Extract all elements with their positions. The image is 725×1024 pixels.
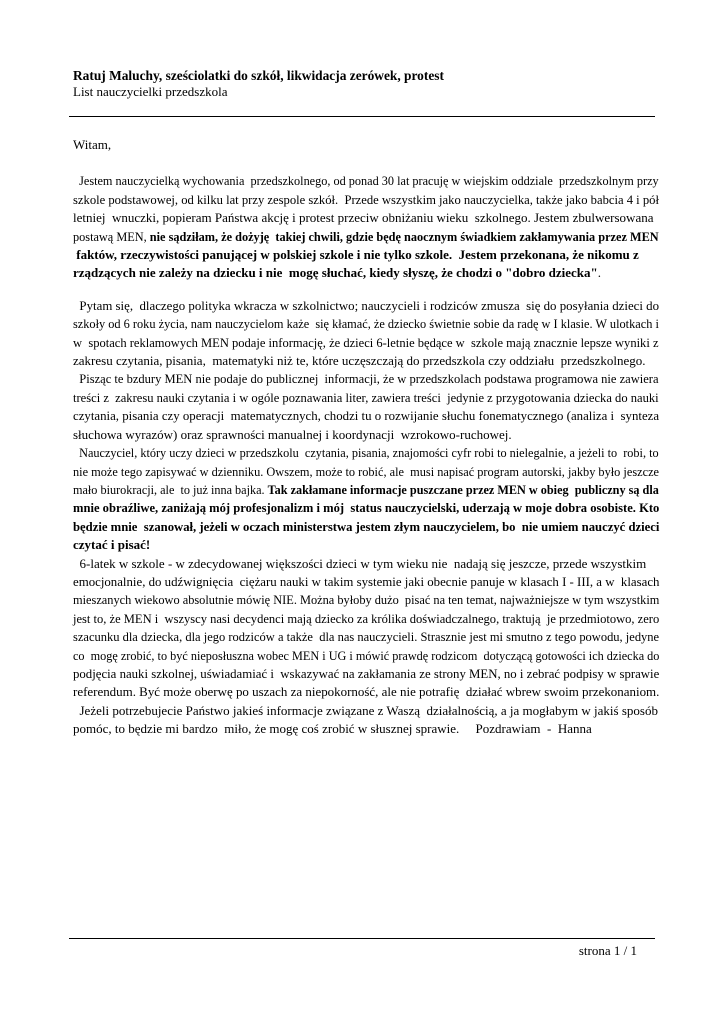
paragraph-line: czytania, pisania czy operacji matematycznych, chodzi tu o rozwijanie słuchu fonematycznego (analiza i synteza — [73, 408, 660, 424]
paragraph-2 — [73, 297, 659, 371]
paragraph-line — [73, 228, 659, 246]
paragraph-line: Nauczyciel, który uczy dzieci w przedszkolu czytania, pisania, znajomości cyfr robi to nielegalnie, a jeżeli to robi, to — [73, 445, 659, 461]
paragraph-line: będzie mnie szanował, jeżeli w oczach ministerstwa jestem złym nauczycielem, bo nie umiem nauczyć dzieci — [73, 518, 660, 534]
paragraph-line: szkole podstawowej, od kilku lat przy zespole szkół. Przede wszystkim jako nauczycielka, także jako babcia 4 i pół — [73, 191, 659, 207]
letter-greeting: Witam, — [73, 137, 112, 152]
header-divider — [69, 116, 655, 117]
paragraph-line: szkoły od 6 roku życia, nam nauczycielom każe się kłamać, że dziecko świetnie sobie da radę w I klasie. W ulotkach i — [73, 316, 659, 332]
paragraph-line: Jeżeli potrzebujecie Państwo jakieś informacje związane z Waszą działalnością, a ja mogłabym w jakiś sposób — [73, 702, 658, 718]
paragraph-line: Pytam się, dlaczego polityka wkracza w szkolnictwo; nauczycieli i rodziców zmusza się do posyłania dzieci do — [73, 297, 660, 313]
paragraph-line: pomóc, to będzie mi bardzo miło, że mogę coś zrobić w słusznej sprawie. Pozdrawiam - Hanna — [73, 721, 592, 737]
paragraph-line: w spotach reklamowych MEN podaje informację, że dzieci 6-letnie będące w szkole mają znacznie lepsze wyniki z — [73, 334, 659, 350]
document-title: Ratuj Maluchy, sześciolatki do szkół, likwidacja zerówek, protest — [73, 68, 444, 83]
paragraph-line: mnie obraźliwe, zaniżają mój profesjonalizm i mój status nauczycielski, uderzają w moje dobra osobiste. Kto — [73, 500, 660, 516]
text-run: mało biurokracji, ale to już inna bajka. — [73, 481, 268, 497]
paragraph-5 — [73, 555, 659, 702]
paragraph-line: czytać i pisać! — [73, 537, 151, 553]
paragraph-line: zakresu czytania, pisania, matematyki niż te, które uczęszczają do przedszkola czy oddziału przedszkolnego. — [73, 353, 646, 369]
paragraph-line: referendum. Być może oberwę po uszach za niepokorność, ale nie potrafię działać wbrew swoim przekonaniom. — [73, 684, 660, 700]
bold-text-run: Tak zakłamane informacje puszczane przez MEN w obieg publiczny są dla — [267, 481, 659, 497]
bold-text-run: rządzących nie zależy na dziecku i nie mogę słuchać, kiedy słyszę, że chodzi o "dobro dziecka" — [73, 265, 598, 281]
paragraph-line: jest to, że MEN i wszyscy nasi decydenci mają dziecko za królika doświadczalnego, traktują je przedmiotowo, zero — [73, 610, 660, 626]
paragraph-line: Jestem nauczycielką wychowania przedszkolnego, od ponad 30 lat pracuję w wiejskim oddziale przedszkolnym przy — [73, 173, 659, 189]
paragraph-line: faktów, rzeczywistości panującej w polskiej szkole i nie tylko szkole. Jestem przekonana, że nikomu z — [73, 247, 639, 263]
footer-divider — [69, 938, 655, 939]
paragraph-line: letniej wnuczki, popieram Państwa akcję i protest przeciw obniżaniu wieku szkolnego. Jestem zbulwersowana — [73, 210, 654, 226]
paragraph-1 — [73, 172, 659, 282]
letter-body — [73, 136, 659, 739]
paragraph-4 — [73, 444, 659, 554]
paragraph-line — [73, 264, 659, 282]
paragraph-line: treści z zakresu nauki czytania i w ogóle poznawania liter, zawiera treści jedynie z przygotowania dziecka do nauki — [73, 389, 659, 405]
page-number: strona 1 / 1 — [578, 943, 637, 958]
paragraph-line: emocjonalnie, do udźwignięcia ciężaru nauki w takim systemie jaki obecnie panuje w klasach I - III, a w klasach — [73, 573, 660, 589]
paragraph-line: co mogę zrobić, to być nieposłuszna wobec MEN i UG i mówić prawdę rodzicom dotyczącą gotowości ich dziecka do — [73, 647, 660, 663]
paragraph-line: Pisząc te bzdury MEN nie podaje do publicznej informacji, że w przedszkolach podstawa programowa nie zawiera — [73, 371, 659, 387]
paragraph-line: nie może tego zapisywać w dzienniku. Owszem, może to robić, ale musi napisać program autorski, jakby było jeszcze — [73, 463, 660, 479]
paragraph-line: słuchowa wyrazów) oraz sprawności manualnej i koordynacji wzrokowo-ruchowej. — [73, 426, 512, 442]
paragraph-line: mieszanych wiekowo absolutnie mówię NIE. Można byłoby dużo pisać na ten temat, najważniejsze w tym wszystkim — [73, 592, 660, 608]
document-subtitle: List nauczycielki przedszkola — [73, 84, 228, 99]
paragraph-line: szacunku dla dziecka, dla jego rodziców a także dla nas nauczycieli. Strasznie jest mi smutno z tego powodu, jedyne — [73, 629, 660, 645]
bold-text-run: nie sądziłam, że dożyję takiej chwili, gdzie będę naocznym świadkiem zakłamywania przez MEN — [149, 228, 659, 244]
paragraph-line: 6-latek w szkole - w zdecydowanej większości dzieci w tym wieku nie nadają się jeszcze, przede wszystkim — [73, 555, 647, 571]
paragraph-line: podjęcia nauki szkolnej, uświadamiać i wskazywać na zakłamania ze strony MEN, no i zebrać podpisy w sprawie — [73, 665, 660, 681]
text-run: postawą MEN, — [73, 228, 150, 244]
text-run: . — [597, 265, 602, 281]
paragraph-line — [73, 481, 659, 499]
paragraph-3 — [73, 370, 659, 444]
paragraph-6 — [73, 702, 659, 739]
